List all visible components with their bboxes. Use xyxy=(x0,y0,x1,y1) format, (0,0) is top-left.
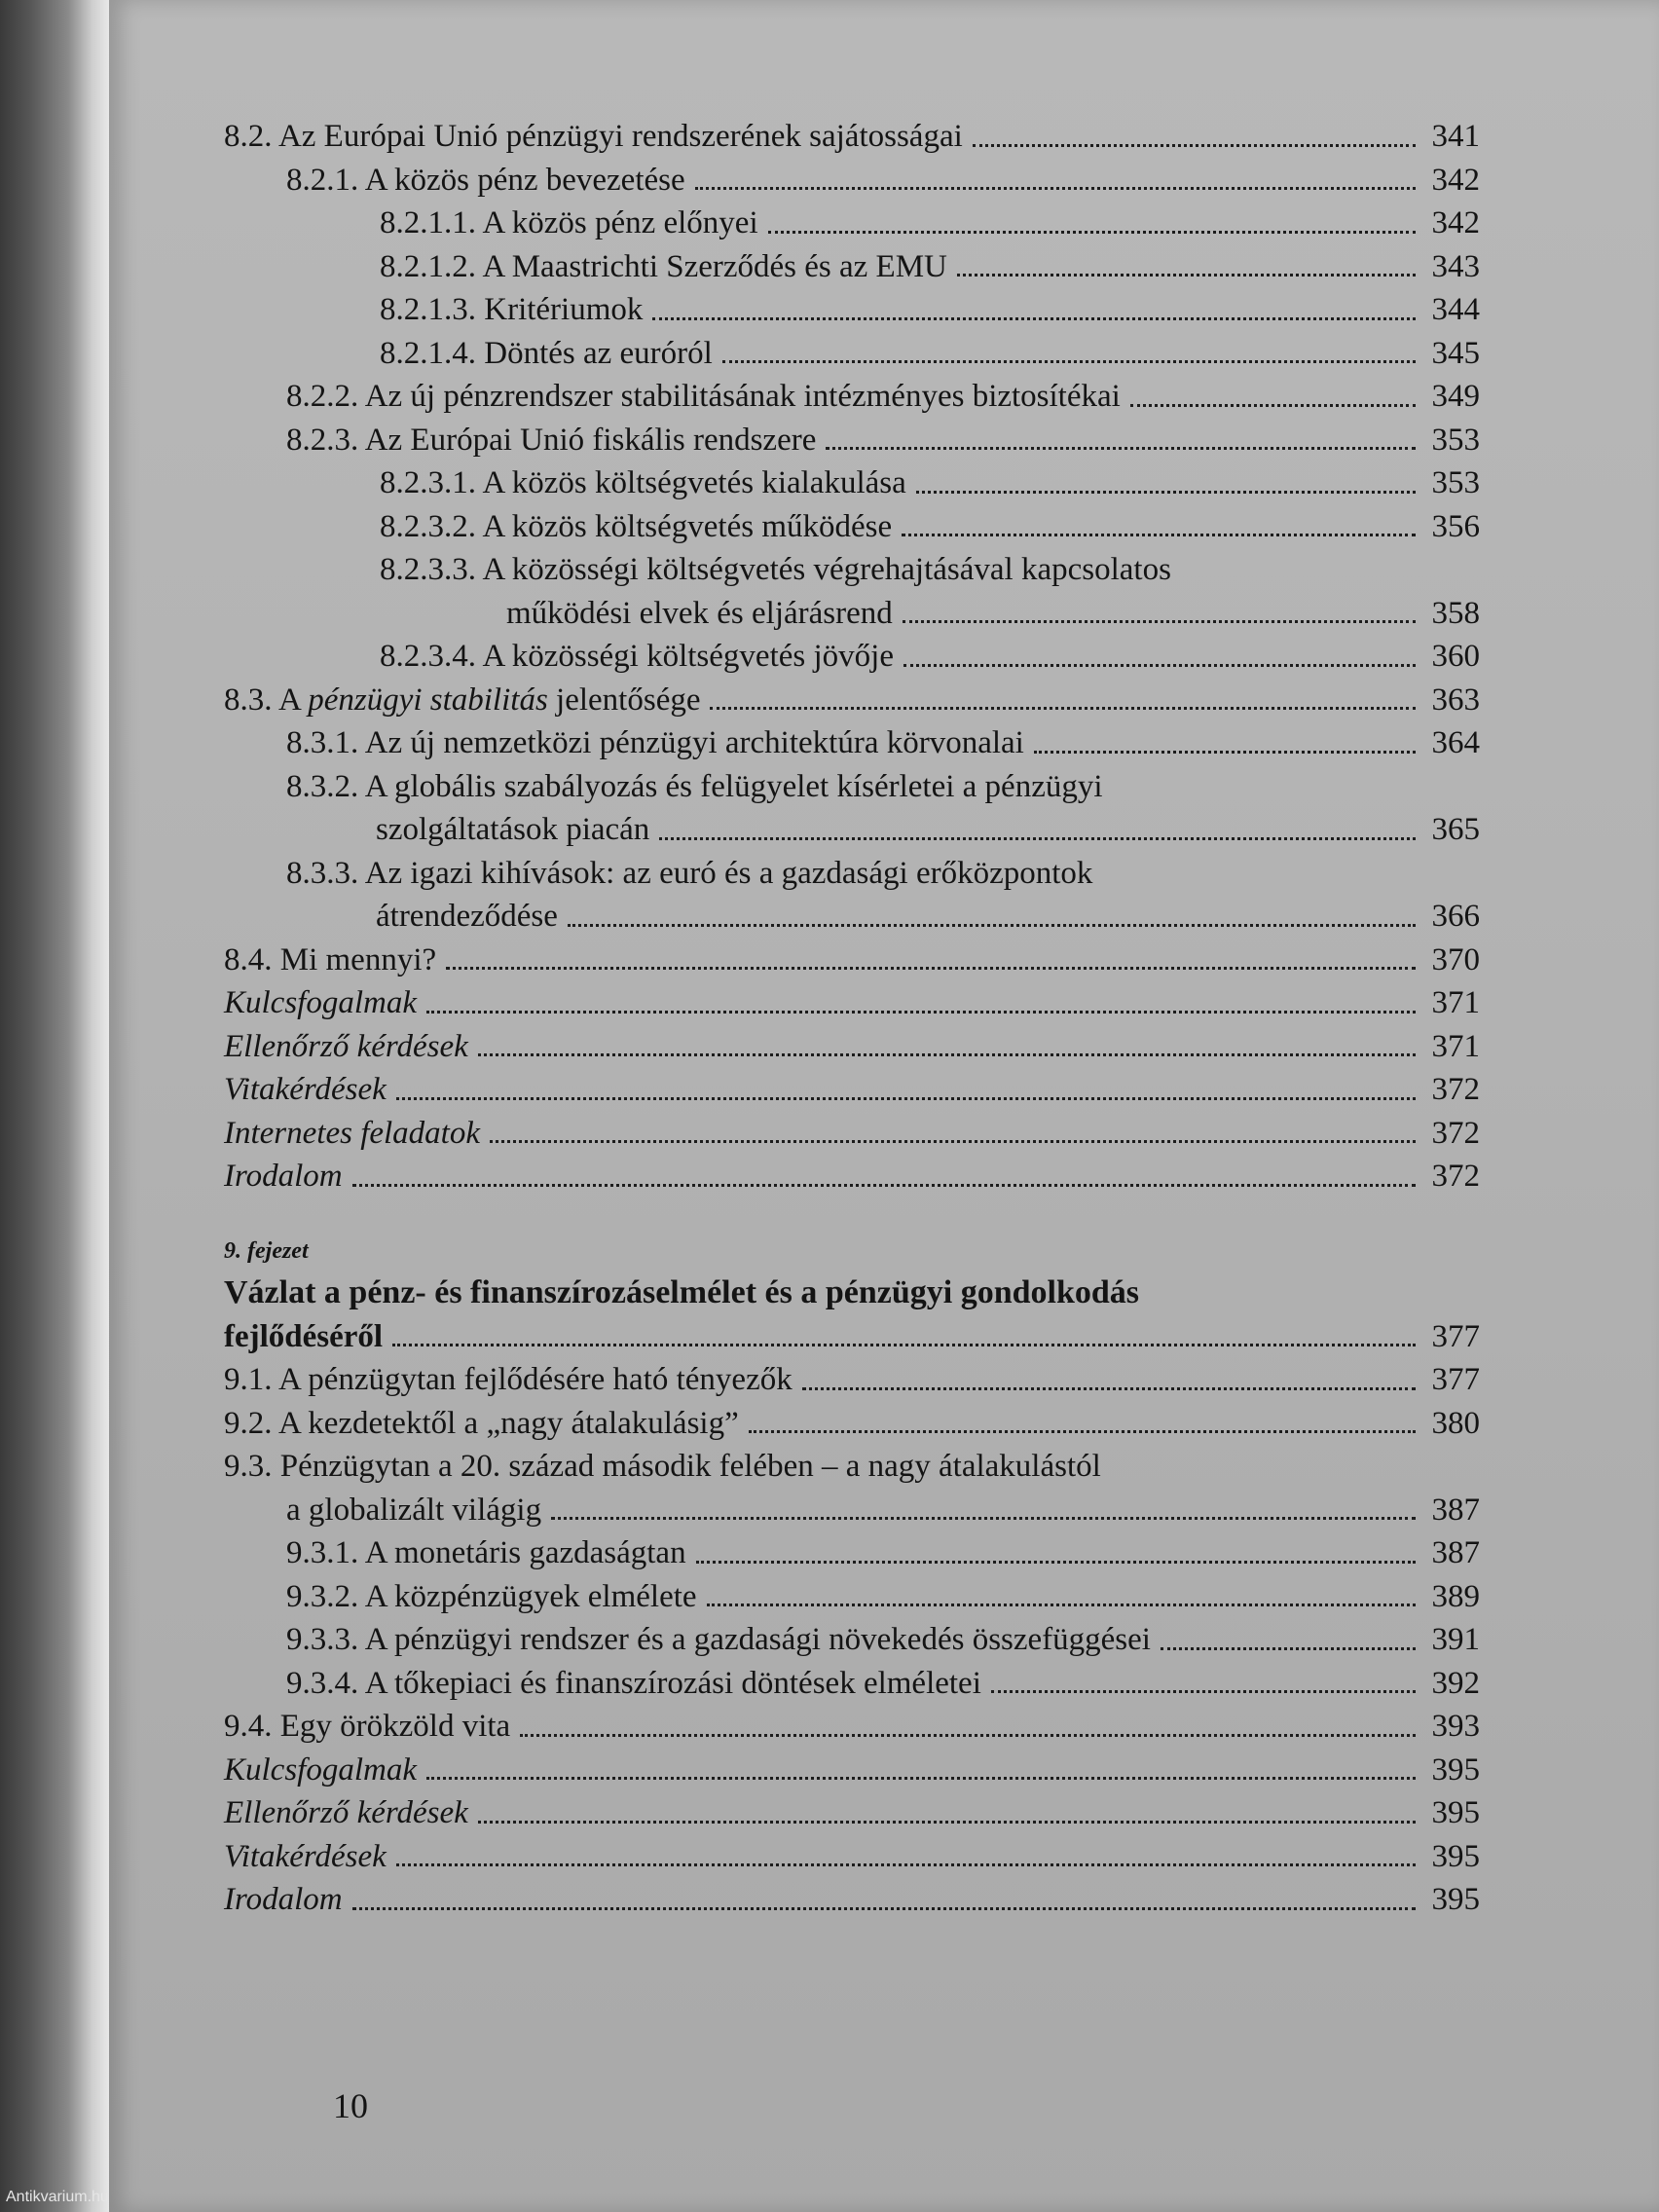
dot-leader xyxy=(426,1010,1416,1014)
toc-page-number: 389 xyxy=(1431,1578,1480,1614)
dot-leader xyxy=(392,1343,1416,1346)
toc-page-number: 364 xyxy=(1431,725,1480,760)
toc-entry xyxy=(224,1705,1480,1749)
toc-entry-title: Kulcsfogalmak xyxy=(224,985,417,1020)
dot-leader xyxy=(695,186,1416,190)
dot-leader xyxy=(490,1139,1416,1143)
toc-entry-title: 8.2.3. Az Európai Unió fiskális rendszere xyxy=(286,422,817,458)
dot-leader xyxy=(902,533,1416,536)
toc-page-number: 353 xyxy=(1431,465,1480,500)
toc-entry-title: 8.2. Az Európai Unió pénzügyi rendszerének sajátosságai xyxy=(224,119,963,154)
toc-entry-title: Internetes feladatok xyxy=(224,1115,481,1151)
dot-leader xyxy=(478,1052,1416,1056)
toc-page-number: 393 xyxy=(1431,1709,1480,1744)
dot-leader xyxy=(568,923,1416,927)
toc-entry-title: 8.3. A pénzügyi stabilitás jelentősége xyxy=(224,682,701,718)
toc-entry-title: 8.2.1.2. A Maastrichti Szerződés és az EMU xyxy=(380,248,947,284)
toc-page-number: 392 xyxy=(1431,1665,1480,1701)
chapter-title-continued: fejlődéséről xyxy=(224,1318,384,1354)
toc-entry xyxy=(224,981,1480,1025)
toc-entry-title: Ellenőrző kérdések xyxy=(224,1795,468,1830)
dot-leader xyxy=(396,1862,1416,1866)
dot-leader xyxy=(696,1560,1416,1564)
toc-entry xyxy=(224,505,1480,549)
toc-page-number: 395 xyxy=(1431,1751,1480,1788)
toc-entry-title: 8.2.1. A közös pénz bevezetése xyxy=(286,162,685,198)
toc-entry xyxy=(224,1749,1480,1792)
chapter-title: Vázlat a pénz- és finanszírozáselmélet és a pénzügyi gondolkodás xyxy=(224,1273,1140,1310)
page-edge xyxy=(0,0,109,2212)
toc-entry-title: 8.2.2. Az új pénzrendszer stabilitásának intézményes biztosítékai xyxy=(286,379,1121,414)
toc-entry-title: 8.3.1. Az új nemzetközi pénzügyi architektúra körvonalai xyxy=(286,725,1024,760)
dot-leader xyxy=(659,836,1416,840)
dot-leader xyxy=(957,273,1416,276)
toc-entry-title: Irodalom xyxy=(224,1159,343,1194)
toc-entry-title: szolgáltatások piacán xyxy=(376,812,650,847)
toc-entry xyxy=(224,159,1480,203)
toc-page-number: 395 xyxy=(1431,1882,1480,1917)
toc-entry xyxy=(224,115,1480,159)
toc-page-number: 387 xyxy=(1431,1492,1480,1528)
toc-page-number: 358 xyxy=(1431,595,1480,631)
dot-leader xyxy=(396,1096,1416,1100)
toc-page-number: 360 xyxy=(1431,639,1480,674)
dot-leader xyxy=(478,1820,1416,1824)
toc-page-number: 395 xyxy=(1431,1838,1480,1874)
toc-entry-title: Vitakérdések xyxy=(224,1838,387,1874)
page-number: 10 xyxy=(333,2086,368,2125)
toc-entry xyxy=(224,1358,1480,1402)
dot-leader xyxy=(749,1429,1416,1433)
toc-entry xyxy=(224,1575,1480,1619)
toc-page-number: 371 xyxy=(1431,1028,1480,1064)
dot-leader xyxy=(973,143,1416,147)
toc-entry xyxy=(224,332,1480,376)
dot-leader xyxy=(903,663,1416,667)
toc-entry xyxy=(224,1068,1480,1112)
toc-entry xyxy=(224,635,1480,679)
dot-leader xyxy=(352,1906,1416,1910)
dot-leader xyxy=(802,1386,1416,1390)
toc-page-number: 372 xyxy=(1431,1159,1480,1194)
toc-entry xyxy=(224,721,1480,765)
toc-entry-title: 8.2.3.2. A közös költségvetés működése xyxy=(380,508,893,544)
toc-entry-title: átrendeződése xyxy=(376,899,558,934)
toc-entry xyxy=(224,592,1480,636)
toc-page-number: 349 xyxy=(1431,379,1480,414)
toc-page-number: 370 xyxy=(1431,941,1480,977)
dot-leader xyxy=(551,1516,1416,1520)
dot-leader xyxy=(1130,403,1416,407)
toc-page-number: 387 xyxy=(1431,1535,1480,1570)
toc-entry xyxy=(224,461,1480,505)
toc-page-number: 365 xyxy=(1431,812,1480,847)
toc-entry xyxy=(224,419,1480,462)
dot-leader xyxy=(1034,750,1416,754)
toc-entry-title: 9.1. A pénzügytan fejlődésére ható tényezők xyxy=(224,1362,793,1397)
toc-entry xyxy=(224,375,1480,419)
toc-page-number: 372 xyxy=(1431,1115,1480,1151)
toc-entry-title: 9.3.2. A közpénzügyek elmélete xyxy=(286,1578,697,1614)
toc-page-number: 344 xyxy=(1431,292,1480,327)
dot-leader xyxy=(903,619,1416,623)
dot-leader xyxy=(916,490,1416,494)
toc-page-number: 372 xyxy=(1431,1072,1480,1107)
chapter-label: 9. fejezet xyxy=(224,1237,309,1264)
dot-leader xyxy=(1161,1646,1416,1650)
toc-page-number: 395 xyxy=(1431,1795,1480,1830)
toc-entry xyxy=(224,1531,1480,1575)
toc-entry xyxy=(224,1025,1480,1069)
toc-entry-title: 8.2.3.1. A közös költségvetés kialakulása xyxy=(380,465,906,500)
toc-entry xyxy=(224,1618,1480,1662)
toc-entry-title: 9.2. A kezdetektől a „nagy átalakulásig” xyxy=(224,1405,739,1441)
toc-page-number: 363 xyxy=(1431,682,1480,718)
toc-entry-title: 9.3.4. A tőkepiaci és finanszírozási döntések elméletei xyxy=(286,1665,981,1701)
dot-leader xyxy=(352,1183,1416,1187)
toc-entry xyxy=(224,245,1480,289)
toc-page-number: 356 xyxy=(1431,508,1480,544)
dot-leader xyxy=(652,316,1416,320)
toc-entry-title: Irodalom xyxy=(224,1882,343,1917)
toc-page-number: 345 xyxy=(1431,335,1480,371)
dot-leader xyxy=(991,1689,1416,1693)
toc-entry-title: 8.2.1.4. Döntés az euróról xyxy=(380,335,713,371)
dot-leader xyxy=(768,230,1416,234)
toc-entry xyxy=(224,1489,1480,1532)
toc-entry xyxy=(224,939,1480,982)
dot-leader xyxy=(426,1776,1416,1780)
toc-entry-title: a globalizált világig xyxy=(286,1492,542,1528)
toc-entry xyxy=(224,679,1480,722)
toc-entry xyxy=(224,1878,1480,1922)
toc-entry-line: 9.3. Pénzügytan a 20. század második felében – a nagy átalakulástól xyxy=(224,1449,1101,1484)
toc-entry-line: 8.3.2. A globális szabályozás és felügyelet kísérletei a pénzügyi xyxy=(286,768,1103,804)
dot-leader xyxy=(722,359,1416,363)
toc-page-number: 371 xyxy=(1431,985,1480,1020)
toc-page-number: 366 xyxy=(1431,899,1480,934)
toc-entry-title: 9.4. Egy örökzöld vita xyxy=(224,1709,511,1744)
toc-page-number: 353 xyxy=(1431,422,1480,458)
toc-entry-title: 8.4. Mi mennyi? xyxy=(224,941,437,977)
toc-entry-line: 8.3.3. Az igazi kihívások: az euró és a gazdasági erőközpontok xyxy=(286,855,1093,891)
toc-page-number: 342 xyxy=(1431,162,1480,198)
toc-entry xyxy=(224,1112,1480,1156)
toc-entry-title: Ellenőrző kérdések xyxy=(224,1028,468,1064)
toc-page-number: 380 xyxy=(1431,1405,1480,1441)
toc-entry xyxy=(224,1662,1480,1706)
toc-page-number: 343 xyxy=(1431,248,1480,284)
toc-entry-title: 9.3.1. A monetáris gazdaságtan xyxy=(286,1535,686,1570)
toc-entry-title: működési elvek és eljárásrend xyxy=(506,595,893,631)
dot-leader xyxy=(707,1603,1416,1606)
dot-leader xyxy=(520,1733,1416,1737)
toc-entry-title: Vitakérdések xyxy=(224,1072,387,1107)
watermark: Antikvarium.hu xyxy=(6,2189,109,2205)
toc-entry xyxy=(224,808,1480,852)
toc-entry-title: 8.2.1.1. A közös pénz előnyei xyxy=(380,205,758,240)
dot-leader xyxy=(826,446,1416,450)
toc-entry-line: 8.2.3.3. A közösségi költségvetés végrehajtásával kapcsolatos xyxy=(380,552,1171,587)
toc-entry xyxy=(224,1155,1480,1198)
toc-entry xyxy=(224,1835,1480,1879)
toc-entry-title: Kulcsfogalmak xyxy=(224,1751,417,1788)
toc-entry xyxy=(224,202,1480,245)
toc-entry xyxy=(224,1791,1480,1835)
toc-page-number: 391 xyxy=(1431,1622,1480,1657)
toc-page-number: 377 xyxy=(1431,1362,1480,1397)
toc-entry xyxy=(224,895,1480,939)
toc-entry xyxy=(224,288,1480,332)
dot-leader xyxy=(446,966,1416,970)
toc-entry-title: 8.2.3.4. A közösségi költségvetés jövője xyxy=(380,639,894,674)
toc-page-number: 377 xyxy=(1431,1318,1480,1354)
toc-page-number: 341 xyxy=(1431,119,1480,154)
toc-entry-title: 8.2.1.3. Kritériumok xyxy=(380,292,644,327)
toc-entry xyxy=(224,1402,1480,1446)
table-of-contents xyxy=(224,115,1480,1922)
dot-leader xyxy=(710,706,1416,710)
toc-entry xyxy=(224,1315,1480,1359)
toc-page-number: 342 xyxy=(1431,205,1480,240)
toc-entry-title: 9.3.3. A pénzügyi rendszer és a gazdasági növekedés összefüggései xyxy=(286,1622,1151,1657)
